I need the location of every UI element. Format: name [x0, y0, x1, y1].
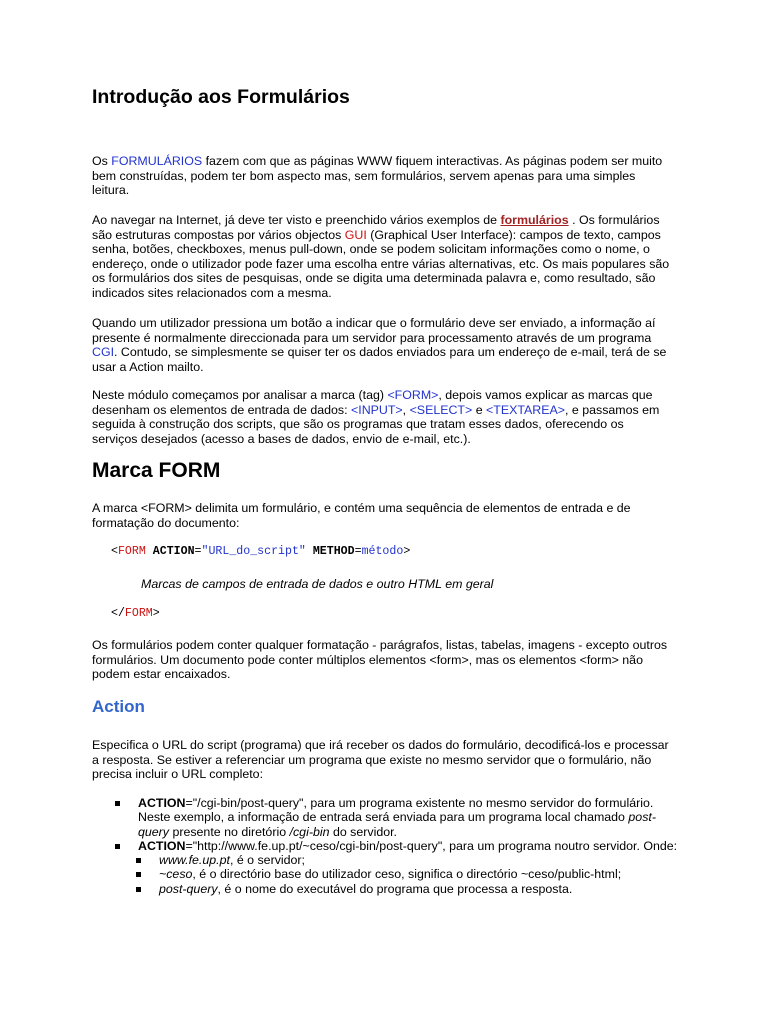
- paragraph-submit: Quando um utilizador pressiona um botão a indicar que o formulário deve ser enviado, a informação aí presente é normalmente direccionada para um servidor para processamento através de um programa CGI. Contudo, se simplesmente se quiser ter os dados enviados para um endereço de e-mail, terá de se usar a Action mailto.: [92, 316, 667, 374]
- heading-action: Action: [92, 697, 145, 716]
- paragraph-navigation: Ao navegar na Internet, já deve ter visto e preenchido vários exemplos de formulários . Os formulários são estruturas compostas por vários objectos GUI (Graphical User Interface): campos de texto, campos senha, botões, checkboxes, menus pull-down, onde se podem solicitam informações como o nome, o endereço, onde o utilizador pode fazer uma escolha entre várias alternativas, etc. Os mais populares são os formulários dos sites de pesquisas, onde se digita uma determinada palavra e, como resultado, são indicados sites relacionados com a mesma.: [92, 213, 670, 300]
- keyword-cgi: CGI: [92, 345, 115, 360]
- page-title: Introdução aos Formulários: [92, 86, 350, 108]
- keyword-formularios: FORMULÁRIOS: [111, 154, 203, 168]
- bullet-icon: [115, 844, 120, 849]
- list-item: ACTION="http://www.fe.up.pt/~ceso/cgi-bin/post-query", para um programa noutro servidor. Onde:: [112, 839, 682, 853]
- list-item: ACTION="/cgi-bin/post-query", para um programa existente no mesmo servidor do formulário. Neste exemplo, a informação de entrada será enviada para um programa local chamado post-query presente no diretório /cgi-bin do servidor.: [112, 796, 682, 839]
- code-form-close: </FORM>: [111, 607, 160, 620]
- formularios-link[interactable]: formulários: [500, 213, 569, 227]
- keyword-gui: GUI: [344, 227, 367, 242]
- bullet-icon: [136, 887, 141, 892]
- code-form-open: <FORM ACTION="URL_do_script" METHOD=método>: [111, 545, 411, 558]
- list-item: post-query, é o nome do executável do programa que processa a resposta.: [112, 882, 682, 896]
- tag-textarea: <TEXTAREA>: [486, 402, 565, 417]
- bullet-icon: [136, 858, 141, 863]
- list-item: www.fe.up.pt, é o servidor;: [112, 853, 682, 867]
- paragraph-module: Neste módulo começamos por analisar a marca (tag) <FORM>, depois vamos explicar as marcas que desenham os elementos de entrada de dados: <INPUT>, <SELECT> e <TEXTAREA>, e passamos em seguida à construção dos scripts, que são os programas que tratam esses dados, oferecendo os serviços desejados (acesso a bases de dados, envio de e-mail, etc.).: [92, 388, 660, 446]
- paragraph-form-content: Os formulários podem conter qualquer formatação - parágrafos, listas, tabelas, imagens - excepto outros formulários. Um documento pode conter múltiplos elementos <form>, mas os elementos <form> não podem estar encaixados.: [92, 638, 668, 682]
- action-bullet-list: [112, 796, 682, 896]
- code-form-body: Marcas de campos de entrada de dados e outro HTML em geral: [141, 577, 494, 591]
- heading-marca-form: Marca FORM: [92, 459, 221, 482]
- bullet-icon: [136, 872, 141, 877]
- paragraph-intro: Os FORMULÁRIOS fazem com que as páginas WWW fiquem interactivas. As páginas podem ser muito bem construídas, podem ter bom aspecto mas, sem formulários, servem apenas para uma simples leitura.: [92, 154, 663, 198]
- list-item: ~ceso, é o directório base do utilizador ceso, significa o directório ~ceso/public-html;: [112, 867, 682, 881]
- tag-input: <INPUT>: [351, 402, 403, 417]
- tag-select: <SELECT>: [409, 402, 473, 417]
- bullet-icon: [115, 801, 120, 806]
- paragraph-form-desc: A marca <FORM> delimita um formulário, e contém uma sequência de elementos de entrada e de formatação do documento:: [92, 501, 631, 530]
- tag-form: <FORM>: [387, 388, 439, 402]
- paragraph-action-desc: Especifica o URL do script (programa) que irá receber os dados do formulário, decodificá-los e processar a resposta. Se estiver a referenciar um programa que existe no mesmo servidor que o formulário, não precisa incluir o URL completo:: [92, 738, 669, 782]
